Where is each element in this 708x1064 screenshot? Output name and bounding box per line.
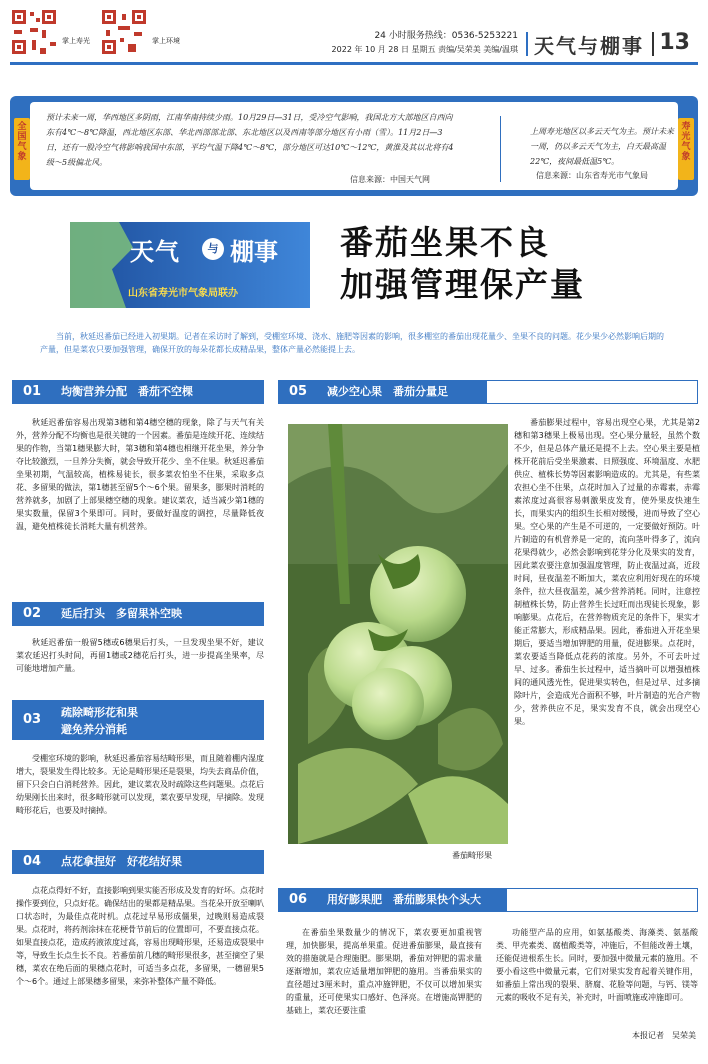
section-heading-04: [12, 850, 264, 874]
reporter-credit: 本报记者 吴荣美: [632, 1031, 696, 1040]
divider: [652, 32, 654, 56]
section-title: 用好膨果肥 番茄膨果快个头大: [327, 893, 481, 906]
divider: [500, 116, 501, 182]
section-body-05: 番茄膨果过程中，容易出现空心果，尤其是第2穗和第3穗果上极易出现。空心果分量轻，虽然个数不少，但是总体产量还是提不上去。空心果主要是植株开花前后受坐果激素、日照强度、环境温度、水肥供应、植株长势等因素影响造成的。尤其是，有些菜农担心坐不住果，点花时加入了过量的赤霉素，赤霉素浓度过高很容易刺激果皮发育，使外果皮快速生长，而果实内的组织生长相对缓慢，进而导致了空心果。空心果的产生是不可逆的，一定要做好预防。叶片制造的有机营养是一定的，流向茎叶得多了，流向花果得就少，必然会影响到花芽分化及果实的发育，因此菜农要注意加强温度管理，防止夜温过高，近段时间，昼夜温差不断加大，菜农应利用好现在的环境条件，拉大昼夜温差，减少营养消耗。同时，注意控制植株长势，防止营养生长过旺而出现徒长现象，影响膨果。点花后，在营养物质充足的条件下，果实才能正常膨大，形成精品果。因此，番茄进入开花坐果期后，要适当增加钾肥的用量，促进膨果。点花时，菜农要适当降低点花药的浓度。另外，不可去叶过早、过多。番茄生长过程中，适当摘叶可以增强植株间的通风透光性，促进果实转色，但是过早、过多摘除叶片，会造成光合面积不够，叶片制造的光合产物少，营养供应不足，果实发育不良，就会出现空心果。: [514, 418, 700, 726]
photo-caption: 番茄畸形果: [452, 851, 492, 860]
section-number: 04: [13, 851, 51, 873]
header-rule: [10, 62, 698, 65]
qr2-caption: 掌上环境: [152, 37, 180, 45]
column-title: 天气与棚事: [534, 34, 644, 58]
section-body-02: 秋延迟番茄一般留5穗或6穗果后打头，一旦发现坐果不好，建议菜农延迟打头时间，再留1穗或2穗花后打头，进一步提高坐果率，尽可能地增加产量。: [16, 638, 264, 673]
section-body-06a: 在番茄坐果数量少的情况下，菜农要更加重视管理，加快膨果，提高单果重。促进番茄膨果，最直接有效的措施就是合理施肥。膨果期，番茄对钾肥的需求量逐渐增加，菜农应适量增加钾肥的施用。当番茄果实的直径超过3厘米时，重点冲施钾肥，不仅可以增加果实的重量，还可使果实口感好、色泽亮。在增施高钾肥的基础上，菜农还要注重: [286, 928, 482, 1015]
section-number: 03: [13, 701, 51, 739]
section-title: 点花拿捏好 好花结好果: [61, 855, 182, 868]
qr-code-icon[interactable]: [100, 8, 148, 56]
qr-code-icon[interactable]: [10, 8, 58, 56]
headline-line1: 番茄坐果不良: [340, 223, 550, 262]
forecast-panel: [30, 102, 678, 190]
section-title-line1: 疏除畸形花和果: [61, 706, 138, 719]
section-title-line2: 避免养分消耗: [61, 723, 127, 736]
section-body-01: 秋延迟番茄容易出现第3穗和第4穗空穗的现象，除了与天气有关外，营养分配不均衡也是很关键的一个因素。番茄是连续开花、连续结果的作物，当第1穗果膨大时，第3穗和第4穗也相继开花坐果，养分争夺比较激烈，一旦养分失衡，就会导致开花少、坐不住果。秋延迟番茄坐果初期，气温较高，植株易徒长，很多菜农怕坐不住果，采取多点花、多留果的做法，第1穗甚至留5个～6个果。留果多，膨果时消耗的营养就多，加剧了上部果穗空穗的现象。建议菜农，适当减少第1穗的果实数量，保留3个果即可。同时，要做好温度的调控，尽量降低夜温，避免植株徒长消耗大量有机营养。: [16, 418, 264, 531]
local-forecast-text: 上周寿光地区以多云天气为主。预计未来一周，仍以多云天气为主，白天最高温22℃，夜间最低温5℃。: [530, 127, 674, 166]
banner-subtitle: 山东省寿光市气象局联办: [128, 288, 238, 299]
section-number: 01: [13, 381, 51, 403]
masthead: [0, 0, 708, 66]
section-title: 减少空心果 番茄分量足: [327, 385, 448, 398]
column-banner: [70, 222, 310, 308]
national-forecast-text: 预计未来一周，华西地区多阴雨，江南华南持续少雨。10月29日—31日，受冷空气影响，我国北方大部地区自西向东有4℃～8℃降温，西北地区东部、华北西部部北部、东北地区以及西南等部分地区有小雨（雪）。11月2日—3日，还有一股冷空气将影响我国中东部，平均气温下降4℃～8℃，部分地区可达10℃～12℃，黄淮及其以北将有4级～5级偏北风。: [46, 113, 454, 167]
tomato-photo: [288, 424, 508, 844]
article-headline: [340, 222, 585, 306]
section-heading-01: [12, 380, 264, 404]
section-heading-05: [278, 380, 698, 404]
headline-line2: 加强管理保产量: [340, 265, 585, 304]
banner-connector: 与: [202, 238, 224, 260]
hotline: 24 小时服务热线：0536-5253221: [374, 31, 518, 41]
malformed-tomato-image: [288, 424, 508, 844]
section-heading-02: [12, 602, 264, 626]
shouguang-weather-tag: 寿光气象: [678, 118, 694, 180]
section-number: 02: [13, 603, 51, 625]
national-forecast-source: 信息来源：中国天气网: [350, 175, 430, 184]
section-body-04: 点花点得好不好，直接影响到果实能否形成及发育的好坏。点花时操作要到位，只点好花。确保结出的果都是精品果。当花朵开放至喇叭口状态时，为最佳点花时机。点花过早易形成僵果，过晚则易造成裂果。点花时，将药剂涂抹在花梗骨节前后的位置即可，不要直接点花。如果直接点花，造成药液浓度过高，容易出现畸形果，还易造成裂果中等，导致生长点生长不良。若番茄前几穗的畸形果很多，甚至摘空了果穗，菜农在绝后面的果穗点花时，可适当多点花，多留果，一穗留果5个～6个。通过上部果穗多留果，来弥补整体产量不降低。: [16, 886, 264, 986]
section-heading-06: [278, 888, 698, 912]
section-body-06b: 功能型产品的应用，如氨基酸类、海藻类、氨基酸类、甲壳素类、腐植酸类等，冲施后，不但能改善土壤，还能促进根系生长。同时，要加强中微量元素的施用。不要小看这些中微量元素，它们对果实发育起着关键作用，如番茄上常出现的裂果、脐腐、花脸等问题，与钙、镁等元素的吸收不足有关，补充时，叶面喷施或冲施即可。: [496, 928, 698, 1002]
qr1-caption: 掌上寿光: [62, 37, 90, 45]
banner-title-b: 棚事: [230, 238, 278, 266]
banner-title-a: 天气: [130, 238, 180, 266]
section-heading-03: [12, 700, 264, 740]
article-lead: 当前，秋延迟番茄已经进入初果期。记者在采访时了解到，受棚室环境、浇水、施肥等因素的影响，很多棚室的番茄出现花量少、坐果不良的问题。花少果少必然影响后期的产量，但是菜农只要加强管理，确保开放的每朵花都长成精品果，整体产量必然能提上去。: [40, 332, 664, 354]
dateline: 2022 年 10 月 28 日 星期五 责编/吴荣美 美编/温琪: [331, 45, 518, 54]
section-title: [61, 704, 138, 738]
forecast-band: [10, 96, 698, 196]
divider: [526, 32, 528, 56]
section-body-03: 受棚室环境的影响，秋延迟番茄容易结畸形果，而且随着棚内湿度增大，裂果发生得比较多。无论是畸形果还是裂果，均失去商品价值，留下只会白白消耗营养。因此，建议菜农及时疏除这些问题果。点花后幼果刚长出来时，很多畸形就可以发现，菜农要早发现，早摘除。发现畸形花后，也要及时摘掉。: [16, 754, 264, 815]
section-title: 均衡营养分配 番茄不空棵: [61, 385, 193, 398]
page-number: 13: [659, 30, 690, 55]
national-weather-tag: 全国气象: [14, 118, 30, 180]
section-title: 延后打头 多留果补空映: [61, 607, 182, 620]
section-number: 05: [279, 381, 317, 403]
local-forecast-source: 信息来源：山东省寿光市气象局: [536, 171, 648, 180]
section-number: 06: [279, 889, 317, 911]
